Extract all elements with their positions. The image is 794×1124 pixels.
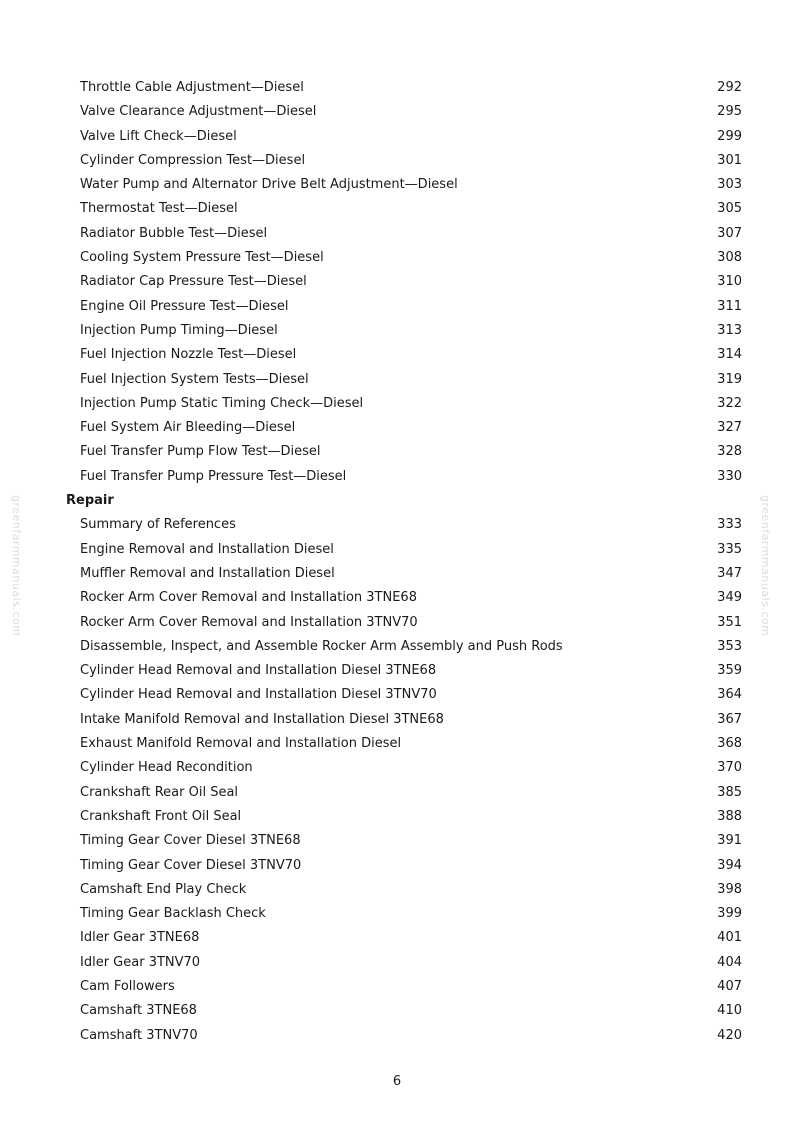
- toc-entry-title: Throttle Cable Adjustment—Diesel: [80, 80, 304, 95]
- toc-entry[interactable]: [0, 805, 794, 829]
- toc-entry-page: 319: [717, 371, 742, 387]
- toc-entry[interactable]: [0, 902, 794, 926]
- toc-entry-page: 313: [717, 322, 742, 338]
- toc-entry-page: 349: [717, 590, 742, 606]
- toc-entry-page: 330: [717, 468, 742, 484]
- toc-entry-page: 335: [717, 541, 742, 557]
- toc-entry-title: Fuel Transfer Pump Pressure Test—Diesel: [80, 468, 347, 484]
- toc-entry-title: Water Pump and Alternator Drive Belt Adjustment—Diesel: [80, 177, 458, 193]
- toc-entry[interactable]: [0, 222, 794, 246]
- toc-entry-page: 311: [717, 298, 742, 314]
- toc-entry[interactable]: [0, 343, 794, 367]
- toc-entry-title: Valve Clearance Adjustment—Diesel: [80, 104, 317, 120]
- toc-entry-title: Valve Lift Check—Diesel: [80, 128, 237, 144]
- toc-entry-page: 301: [717, 152, 742, 168]
- toc-entry-page: 328: [717, 444, 742, 460]
- toc-entry-title: Exhaust Manifold Removal and Installation Diesel: [80, 736, 402, 752]
- toc-entry-page: 407: [717, 978, 742, 994]
- toc-entry[interactable]: [0, 392, 794, 416]
- section-title: Repair: [66, 493, 114, 509]
- toc-entry-page: 370: [717, 760, 742, 776]
- toc-entry-page: 322: [717, 395, 742, 411]
- toc-entry[interactable]: [0, 562, 794, 586]
- toc-entry-title: Idler Gear 3TNV70: [80, 954, 201, 970]
- toc-entry-title: Timing Gear Backlash Check: [80, 906, 266, 922]
- toc-entry-title: Camshaft End Play Check: [80, 881, 247, 897]
- toc-entry[interactable]: [0, 416, 794, 440]
- toc-entry-page: 364: [717, 687, 742, 703]
- toc-entry-page: 420: [717, 1027, 742, 1043]
- toc-entry-title: Idler Gear 3TNE68: [80, 930, 200, 946]
- toc-entry-title: Timing Gear Cover Diesel 3TNV70: [80, 857, 302, 873]
- toc-entry-page: 404: [717, 954, 742, 970]
- toc-entry-title: Muffler Removal and Installation Diesel: [80, 565, 335, 581]
- toc-section-heading: [0, 489, 794, 513]
- toc-entry[interactable]: [0, 732, 794, 756]
- toc-entry[interactable]: [0, 926, 794, 950]
- toc-entry-page: 410: [717, 1003, 742, 1019]
- toc-entry-page: 359: [717, 663, 742, 679]
- toc-entry-title: Fuel Injection Nozzle Test—Diesel: [80, 347, 297, 363]
- toc-entry[interactable]: [0, 125, 794, 149]
- toc-entry[interactable]: [0, 611, 794, 635]
- toc-entry[interactable]: [0, 246, 794, 270]
- toc-entry[interactable]: [0, 465, 794, 489]
- toc-entry[interactable]: [0, 149, 794, 173]
- toc-entry-page: 391: [717, 833, 742, 849]
- toc-entry-page: 307: [717, 225, 742, 241]
- toc-entry[interactable]: [0, 513, 794, 537]
- toc-entry[interactable]: [0, 878, 794, 902]
- toc-entry-title: Summary of References: [80, 517, 236, 533]
- toc-entry-page: 333: [717, 517, 742, 533]
- toc-entry[interactable]: [0, 659, 794, 683]
- toc-entry-page: 292: [717, 80, 742, 95]
- toc-entry[interactable]: [0, 975, 794, 999]
- toc-entry-title: Fuel Transfer Pump Flow Test—Diesel: [80, 444, 321, 460]
- toc-entry-page: 368: [717, 736, 742, 752]
- toc-entry-title: Disassemble, Inspect, and Assemble Rocker Arm Assembly and Push Rods: [80, 638, 563, 654]
- toc-entry-title: Cylinder Head Removal and Installation Diesel 3TNE68: [80, 663, 437, 679]
- toc-entry[interactable]: [0, 683, 794, 707]
- toc-entry[interactable]: [0, 197, 794, 221]
- page-number: 6: [392, 1074, 402, 1089]
- toc-entry-title: Cylinder Head Removal and Installation Diesel 3TNV70: [80, 687, 437, 703]
- toc-entry-page: 314: [717, 347, 742, 363]
- toc-entry-title: Thermostat Test—Diesel: [80, 201, 238, 217]
- toc-entry-page: 401: [717, 930, 742, 946]
- toc-entry[interactable]: [0, 999, 794, 1023]
- toc-entry-title: Rocker Arm Cover Removal and Installation 3TNV70: [80, 614, 418, 630]
- toc-entry-title: Camshaft 3TNV70: [80, 1027, 198, 1043]
- toc-entry-page: 351: [717, 614, 742, 630]
- toc-entry-page: 388: [717, 808, 742, 824]
- toc-entry[interactable]: [0, 295, 794, 319]
- toc-entry[interactable]: [0, 173, 794, 197]
- toc-entry-page: 310: [717, 274, 742, 290]
- toc-entry-page: 308: [717, 250, 742, 266]
- toc-entry-page: 347: [717, 565, 742, 581]
- toc-entry-title: Injection Pump Timing—Diesel: [80, 322, 278, 338]
- toc-entry-title: Crankshaft Rear Oil Seal: [80, 784, 239, 800]
- toc-entry-page: 353: [717, 638, 742, 654]
- toc-entry-page: 295: [717, 104, 742, 120]
- toc-entry[interactable]: [0, 951, 794, 975]
- toc-entry-page: 385: [717, 784, 742, 800]
- toc-entry[interactable]: [0, 829, 794, 853]
- toc-entry[interactable]: [0, 368, 794, 392]
- toc-entry-page: 399: [717, 906, 742, 922]
- toc-entry[interactable]: [0, 319, 794, 343]
- toc-entry-page: 305: [717, 201, 742, 217]
- toc-entry-title: Cooling System Pressure Test—Diesel: [80, 250, 324, 266]
- toc-entry-title: Crankshaft Front Oil Seal: [80, 808, 242, 824]
- toc-entry-title: Cam Followers: [80, 978, 175, 994]
- toc-entry-title: Cylinder Compression Test—Diesel: [80, 152, 306, 168]
- toc-entry[interactable]: [0, 854, 794, 878]
- toc-entry[interactable]: [0, 635, 794, 659]
- toc-entry-title: Fuel System Air Bleeding—Diesel: [80, 420, 296, 436]
- toc-entry-title: Timing Gear Cover Diesel 3TNE68: [80, 833, 301, 849]
- toc-entry[interactable]: [0, 756, 794, 780]
- table-of-contents: [0, 76, 794, 1048]
- toc-entry[interactable]: [0, 708, 794, 732]
- toc-entry[interactable]: [0, 440, 794, 464]
- toc-entry[interactable]: [0, 100, 794, 124]
- toc-entry-page: 303: [717, 177, 742, 193]
- toc-entry[interactable]: [0, 781, 794, 805]
- toc-entry-page: 394: [717, 857, 742, 873]
- toc-entry-title: Cylinder Head Recondition: [80, 760, 253, 776]
- toc-entry-page: 327: [717, 420, 742, 436]
- toc-entry[interactable]: [0, 538, 794, 562]
- toc-entry-page: 367: [717, 711, 742, 727]
- toc-entry[interactable]: [0, 76, 794, 100]
- toc-entry-title: Rocker Arm Cover Removal and Installation 3TNE68: [80, 590, 417, 606]
- toc-entry-page: 398: [717, 881, 742, 897]
- toc-entry-title: Injection Pump Static Timing Check—Diesel: [80, 395, 364, 411]
- toc-entry-title: Engine Removal and Installation Diesel: [80, 541, 334, 557]
- toc-entry-title: Camshaft 3TNE68: [80, 1003, 197, 1019]
- watermark-left: greenfarmmanuals.com: [10, 495, 23, 637]
- toc-entry-title: Radiator Cap Pressure Test—Diesel: [80, 274, 307, 290]
- toc-entry[interactable]: [0, 270, 794, 294]
- watermark-right: greenfarmmanuals.com: [759, 495, 772, 637]
- toc-entry-title: Intake Manifold Removal and Installation Diesel 3TNE68: [80, 711, 444, 727]
- toc-entry-title: Radiator Bubble Test—Diesel: [80, 225, 268, 241]
- toc-entry-title: Fuel Injection System Tests—Diesel: [80, 371, 309, 387]
- toc-entry-title: Engine Oil Pressure Test—Diesel: [80, 298, 289, 314]
- toc-entry[interactable]: [0, 1024, 794, 1048]
- toc-entry-page: 299: [717, 128, 742, 144]
- toc-entry[interactable]: [0, 586, 794, 610]
